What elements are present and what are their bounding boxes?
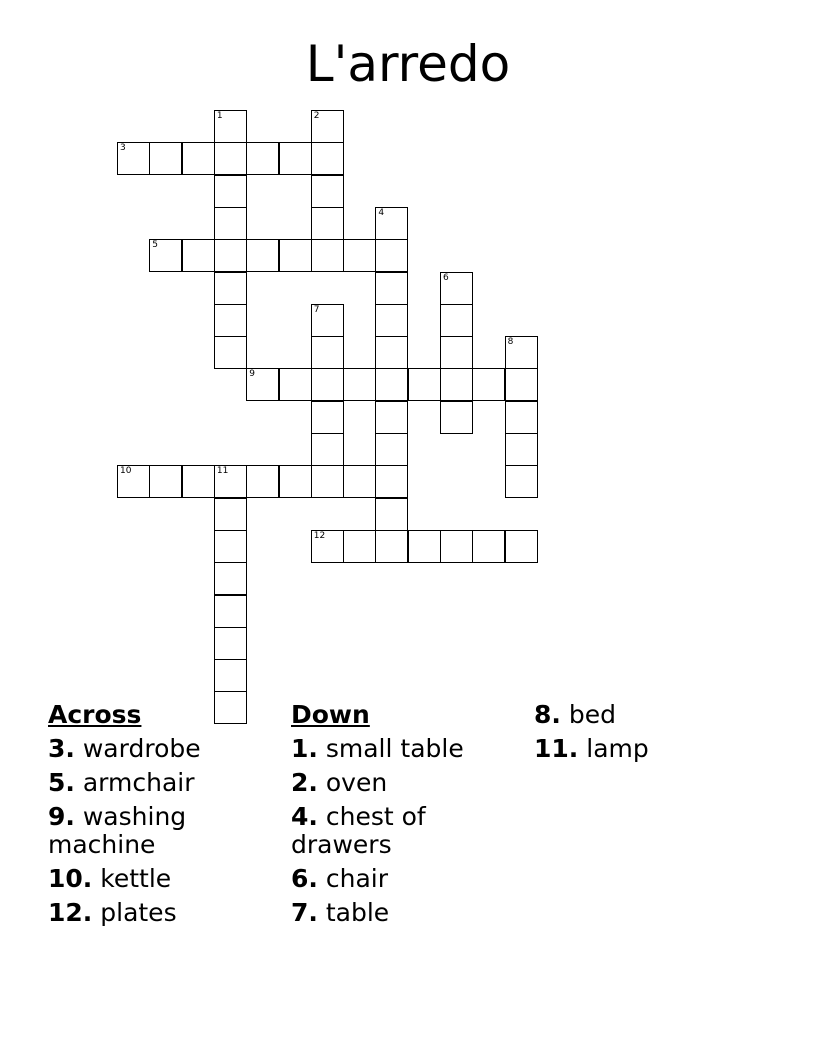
grid-cell[interactable]	[214, 465, 247, 498]
cell-number: 5	[152, 240, 159, 251]
grid-cell[interactable]	[440, 304, 473, 337]
cell-number: 2	[313, 111, 320, 121]
grid-cell[interactable]	[214, 595, 247, 628]
clue-text: wardrobe	[82, 734, 201, 763]
grid-cell[interactable]	[343, 368, 376, 401]
grid-cell[interactable]	[505, 368, 538, 401]
clue-down-7	[291, 899, 491, 927]
cell-number: 7	[313, 304, 320, 315]
clue-number: 6.	[291, 864, 318, 893]
grid-cell[interactable]	[375, 433, 408, 466]
grid-cell[interactable]	[311, 207, 344, 240]
across-clues	[48, 701, 278, 933]
clue-across-12	[48, 899, 278, 927]
cell-number: 6	[443, 272, 449, 283]
clue-number: 5.	[48, 768, 75, 797]
grid-cell[interactable]	[375, 304, 408, 337]
clue-across-5	[48, 769, 278, 797]
clue-down-8	[534, 701, 754, 729]
grid-cell[interactable]	[214, 142, 247, 175]
grid-cell[interactable]	[375, 530, 408, 563]
grid-cell[interactable]	[214, 530, 247, 563]
grid-cell[interactable]	[311, 175, 344, 208]
grid-cell[interactable]	[246, 465, 279, 498]
cell-number: 12	[313, 530, 326, 541]
clue-text: washing machine	[48, 802, 187, 859]
grid-cell[interactable]	[311, 304, 344, 337]
grid-cell[interactable]	[182, 465, 215, 498]
grid-cell[interactable]	[505, 433, 538, 466]
clue-down-6	[291, 865, 491, 893]
clue-text: bed	[568, 700, 616, 729]
cell-number: 9	[249, 369, 255, 380]
clue-down-1	[291, 735, 491, 763]
clue-down-2	[291, 769, 491, 797]
grid-cell[interactable]	[279, 368, 312, 401]
clue-number: 7.	[291, 898, 318, 927]
grid-cell[interactable]	[214, 498, 247, 531]
grid-cell[interactable]	[311, 465, 344, 498]
clue-text: small table	[325, 734, 464, 763]
grid-cell[interactable]	[182, 239, 215, 272]
grid-cell[interactable]	[214, 659, 247, 692]
grid-cell[interactable]	[182, 142, 215, 175]
grid-cell[interactable]	[343, 530, 376, 563]
clue-number: 8.	[534, 700, 561, 729]
grid-cell[interactable]	[505, 336, 538, 369]
grid-cell[interactable]	[375, 272, 408, 305]
clue-number: 10.	[48, 864, 93, 893]
grid-cell[interactable]	[214, 175, 247, 208]
clue-text: plates	[100, 898, 177, 927]
grid-cell[interactable]	[375, 368, 408, 401]
grid-cell[interactable]	[440, 336, 473, 369]
grid-cell[interactable]	[375, 465, 408, 498]
grid-cell[interactable]	[214, 336, 247, 369]
grid-cell[interactable]	[214, 272, 247, 305]
clue-number: 9.	[48, 802, 75, 831]
grid-cell[interactable]	[472, 530, 505, 563]
grid-cell[interactable]	[505, 401, 538, 434]
grid-cell[interactable]	[246, 142, 279, 175]
grid-cell[interactable]	[246, 368, 279, 401]
grid-cell[interactable]	[375, 401, 408, 434]
down-clues	[291, 701, 491, 933]
grid-cell[interactable]	[117, 142, 150, 175]
grid-cell[interactable]	[408, 368, 441, 401]
grid-cell[interactable]	[472, 368, 505, 401]
grid-cell[interactable]	[311, 433, 344, 466]
grid-cell[interactable]	[214, 207, 247, 240]
grid-cell[interactable]	[440, 401, 473, 434]
clue-text: armchair	[82, 768, 195, 797]
clue-number: 1.	[291, 734, 318, 763]
clue-number: 11.	[534, 734, 579, 763]
grid-cell[interactable]	[343, 239, 376, 272]
grid-cell[interactable]	[375, 336, 408, 369]
grid-cell[interactable]	[311, 142, 344, 175]
cell-number: 1	[216, 111, 223, 121]
grid-cell[interactable]	[214, 627, 247, 660]
clue-text: chest of drawers	[291, 802, 426, 859]
grid-cell[interactable]	[505, 465, 538, 498]
cell-number: 10	[120, 466, 132, 477]
clue-across-10	[48, 865, 278, 893]
grid-cell[interactable]	[246, 239, 279, 272]
clue-down-11	[534, 735, 754, 763]
cell-number: 3	[120, 143, 126, 154]
clue-across-3	[48, 735, 278, 763]
clue-number: 12.	[48, 898, 93, 927]
across-heading: Across	[48, 700, 142, 729]
cell-number: 11	[216, 466, 229, 477]
grid-cell[interactable]	[279, 465, 312, 498]
grid-cell[interactable]	[149, 142, 182, 175]
grid-cell[interactable]	[214, 562, 247, 595]
clue-text: chair	[325, 864, 388, 893]
grid-cell[interactable]	[149, 239, 182, 272]
grid-cell[interactable]	[311, 530, 344, 563]
grid-cell[interactable]	[375, 498, 408, 531]
clue-number: 4.	[291, 802, 318, 831]
down-clues-continued	[534, 701, 754, 769]
grid-cell[interactable]	[214, 110, 247, 143]
grid-cell[interactable]	[440, 530, 473, 563]
grid-cell[interactable]	[214, 304, 247, 337]
clue-across-9	[48, 803, 278, 859]
clue-number: 2.	[291, 768, 318, 797]
grid-cell[interactable]	[311, 368, 344, 401]
grid-cell[interactable]	[117, 465, 150, 498]
grid-cell[interactable]	[440, 272, 473, 305]
cell-number: 4	[378, 207, 385, 218]
grid-cell[interactable]	[375, 207, 408, 240]
grid-cell[interactable]	[311, 239, 344, 272]
grid-cell[interactable]	[149, 465, 182, 498]
clue-down-4	[291, 803, 491, 859]
grid-cell[interactable]	[311, 401, 344, 434]
grid-cell[interactable]	[343, 465, 376, 498]
down-heading: Down	[291, 700, 370, 729]
grid-cell[interactable]	[408, 530, 441, 563]
grid-cell[interactable]	[214, 239, 247, 272]
cell-number: 8	[507, 337, 514, 348]
clue-text: kettle	[100, 864, 172, 893]
grid-cell[interactable]	[375, 239, 408, 272]
grid-cell[interactable]	[505, 530, 538, 563]
grid-cell[interactable]	[311, 110, 344, 143]
puzzle-title: L'arredo	[305, 35, 511, 93]
grid-cell[interactable]	[279, 239, 312, 272]
clue-number: 3.	[48, 734, 75, 763]
clue-text: oven	[325, 768, 388, 797]
clue-text: table	[325, 898, 390, 927]
clue-text: lamp	[586, 734, 649, 763]
grid-cell[interactable]	[311, 336, 344, 369]
grid-cell[interactable]	[279, 142, 312, 175]
grid-cell[interactable]	[440, 368, 473, 401]
